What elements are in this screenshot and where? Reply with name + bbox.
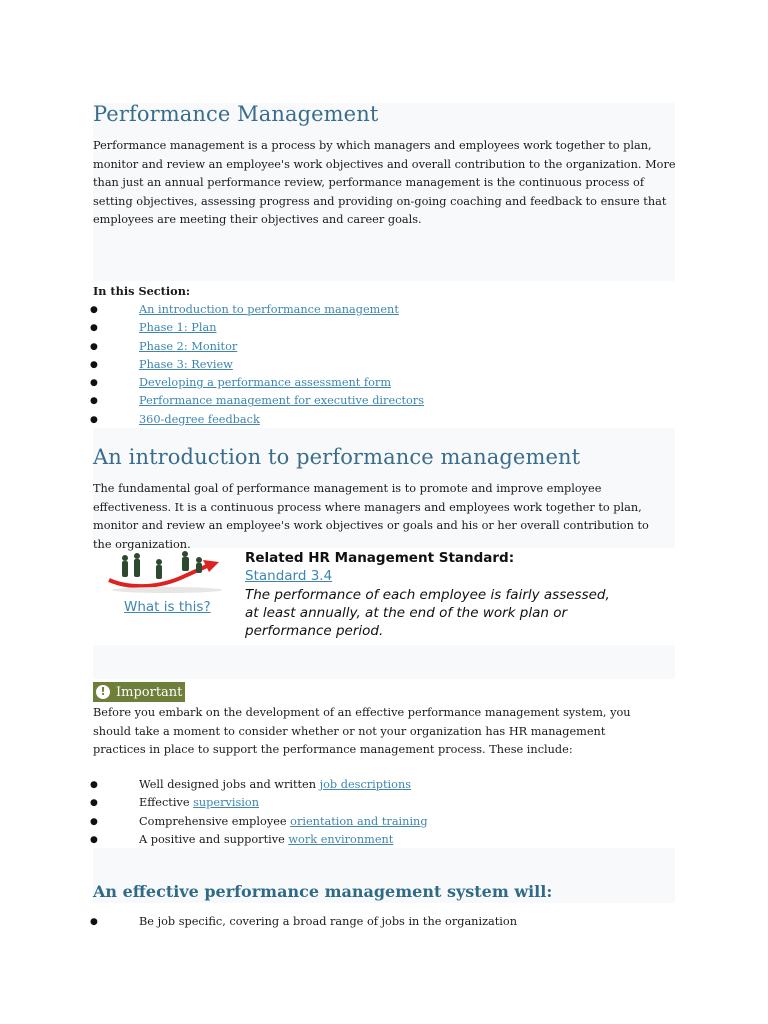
practice-text: Effective bbox=[139, 796, 194, 810]
list-item bbox=[90, 356, 539, 374]
practices-list bbox=[90, 776, 539, 849]
practice-text: Well designed jobs and written bbox=[139, 778, 320, 791]
what-is-this-link[interactable]: What is this? bbox=[124, 599, 211, 615]
bullet-icon: ● bbox=[90, 396, 98, 407]
important-paragraph: Before you embark on the development of an effective performance management system, you should take a moment to consider whether or not your organization has HR management practices in place to support the performance management process. These include: bbox=[93, 706, 631, 756]
bullet-icon: ● bbox=[90, 378, 98, 389]
orientation-training-link[interactable]: orientation and training bbox=[290, 814, 428, 828]
important-badge bbox=[93, 682, 185, 702]
standard-link[interactable]: Standard 3.4 bbox=[245, 568, 333, 584]
important-label: Important bbox=[116, 684, 183, 700]
nav-link-360-feedback[interactable]: 360-degree feedback bbox=[139, 412, 260, 426]
bullet-icon: ● bbox=[90, 305, 98, 315]
list-item bbox=[90, 319, 539, 337]
nav-link-executive-directors[interactable]: Performance management for executive directors bbox=[139, 394, 424, 408]
job-descriptions-link[interactable]: job descriptions bbox=[319, 778, 412, 791]
list-item bbox=[90, 776, 539, 794]
bullet-icon: ● bbox=[90, 359, 98, 370]
standard-panel-footer bbox=[93, 645, 675, 679]
section-heading-effective-system: An effective performance management system will: bbox=[93, 882, 553, 901]
section-nav-list bbox=[90, 301, 539, 429]
list-item bbox=[90, 794, 539, 812]
standard-heading: Related HR Management Standard: bbox=[245, 550, 515, 566]
list-item bbox=[90, 374, 539, 392]
practice-text: Comprehensive employee bbox=[139, 814, 291, 828]
list-item bbox=[90, 338, 539, 356]
work-environment-link[interactable]: work environment bbox=[288, 832, 394, 846]
list-item bbox=[90, 813, 539, 831]
effective-list bbox=[90, 913, 559, 931]
bullet-icon: ● bbox=[90, 816, 98, 827]
bullet-icon: ● bbox=[90, 834, 98, 845]
nav-link-phase-1[interactable]: Phase 1: Plan bbox=[139, 321, 217, 335]
standard-illustration bbox=[107, 550, 227, 595]
list-item bbox=[90, 301, 539, 319]
nav-link-introduction[interactable]: An introduction to performance management bbox=[139, 303, 399, 316]
page-title: Performance Management bbox=[93, 102, 379, 126]
nav-link-phase-3[interactable]: Phase 3: Review bbox=[139, 357, 233, 371]
bullet-icon: ● bbox=[90, 780, 98, 790]
nav-link-assessment-form[interactable]: Developing a performance assessment form bbox=[139, 376, 392, 390]
exclamation-icon: ! bbox=[96, 685, 110, 699]
list-item bbox=[90, 392, 539, 410]
bullet-icon: ● bbox=[90, 917, 98, 927]
bullet-icon: ● bbox=[90, 323, 98, 334]
bullet-icon: ● bbox=[90, 414, 98, 425]
section-heading-introduction: An introduction to performance management bbox=[93, 445, 581, 469]
intro-paragraph: Performance management is a process by which managers and employees work together to plan, monitor and review an employee's work objectives and overall contribution to the organization. More than just an annual performance review, performance management is the continuous process of setting objectives, assessing progress and providing on-going coaching and feedback to ensure that employees are meeting their objectives and career goals. bbox=[93, 139, 676, 226]
standard-text: The performance of each employee is fairly assessed, at least annually, at the end of the work plan or performance period. bbox=[245, 587, 610, 639]
practice-text: A positive and supportive bbox=[139, 832, 289, 846]
list-item bbox=[90, 831, 539, 849]
supervision-link[interactable]: supervision bbox=[193, 796, 259, 810]
bullet-icon: ● bbox=[90, 798, 98, 809]
list-item bbox=[90, 411, 539, 429]
nav-link-phase-2[interactable]: Phase 2: Monitor bbox=[139, 339, 238, 353]
section-nav-label: In this Section: bbox=[93, 284, 191, 298]
bullet-icon: ● bbox=[90, 341, 98, 352]
effective-item-text: Be job specific, covering a broad range of jobs in the organization bbox=[139, 915, 517, 928]
introduction-paragraph: The fundamental goal of performance management is to promote and improve employee effectiveness. It is a continuous process where managers and employees work together to plan, monitor and review an employee's work objectives or goals and his or her overall contribution to the organization. bbox=[93, 482, 649, 551]
list-item bbox=[90, 913, 559, 931]
